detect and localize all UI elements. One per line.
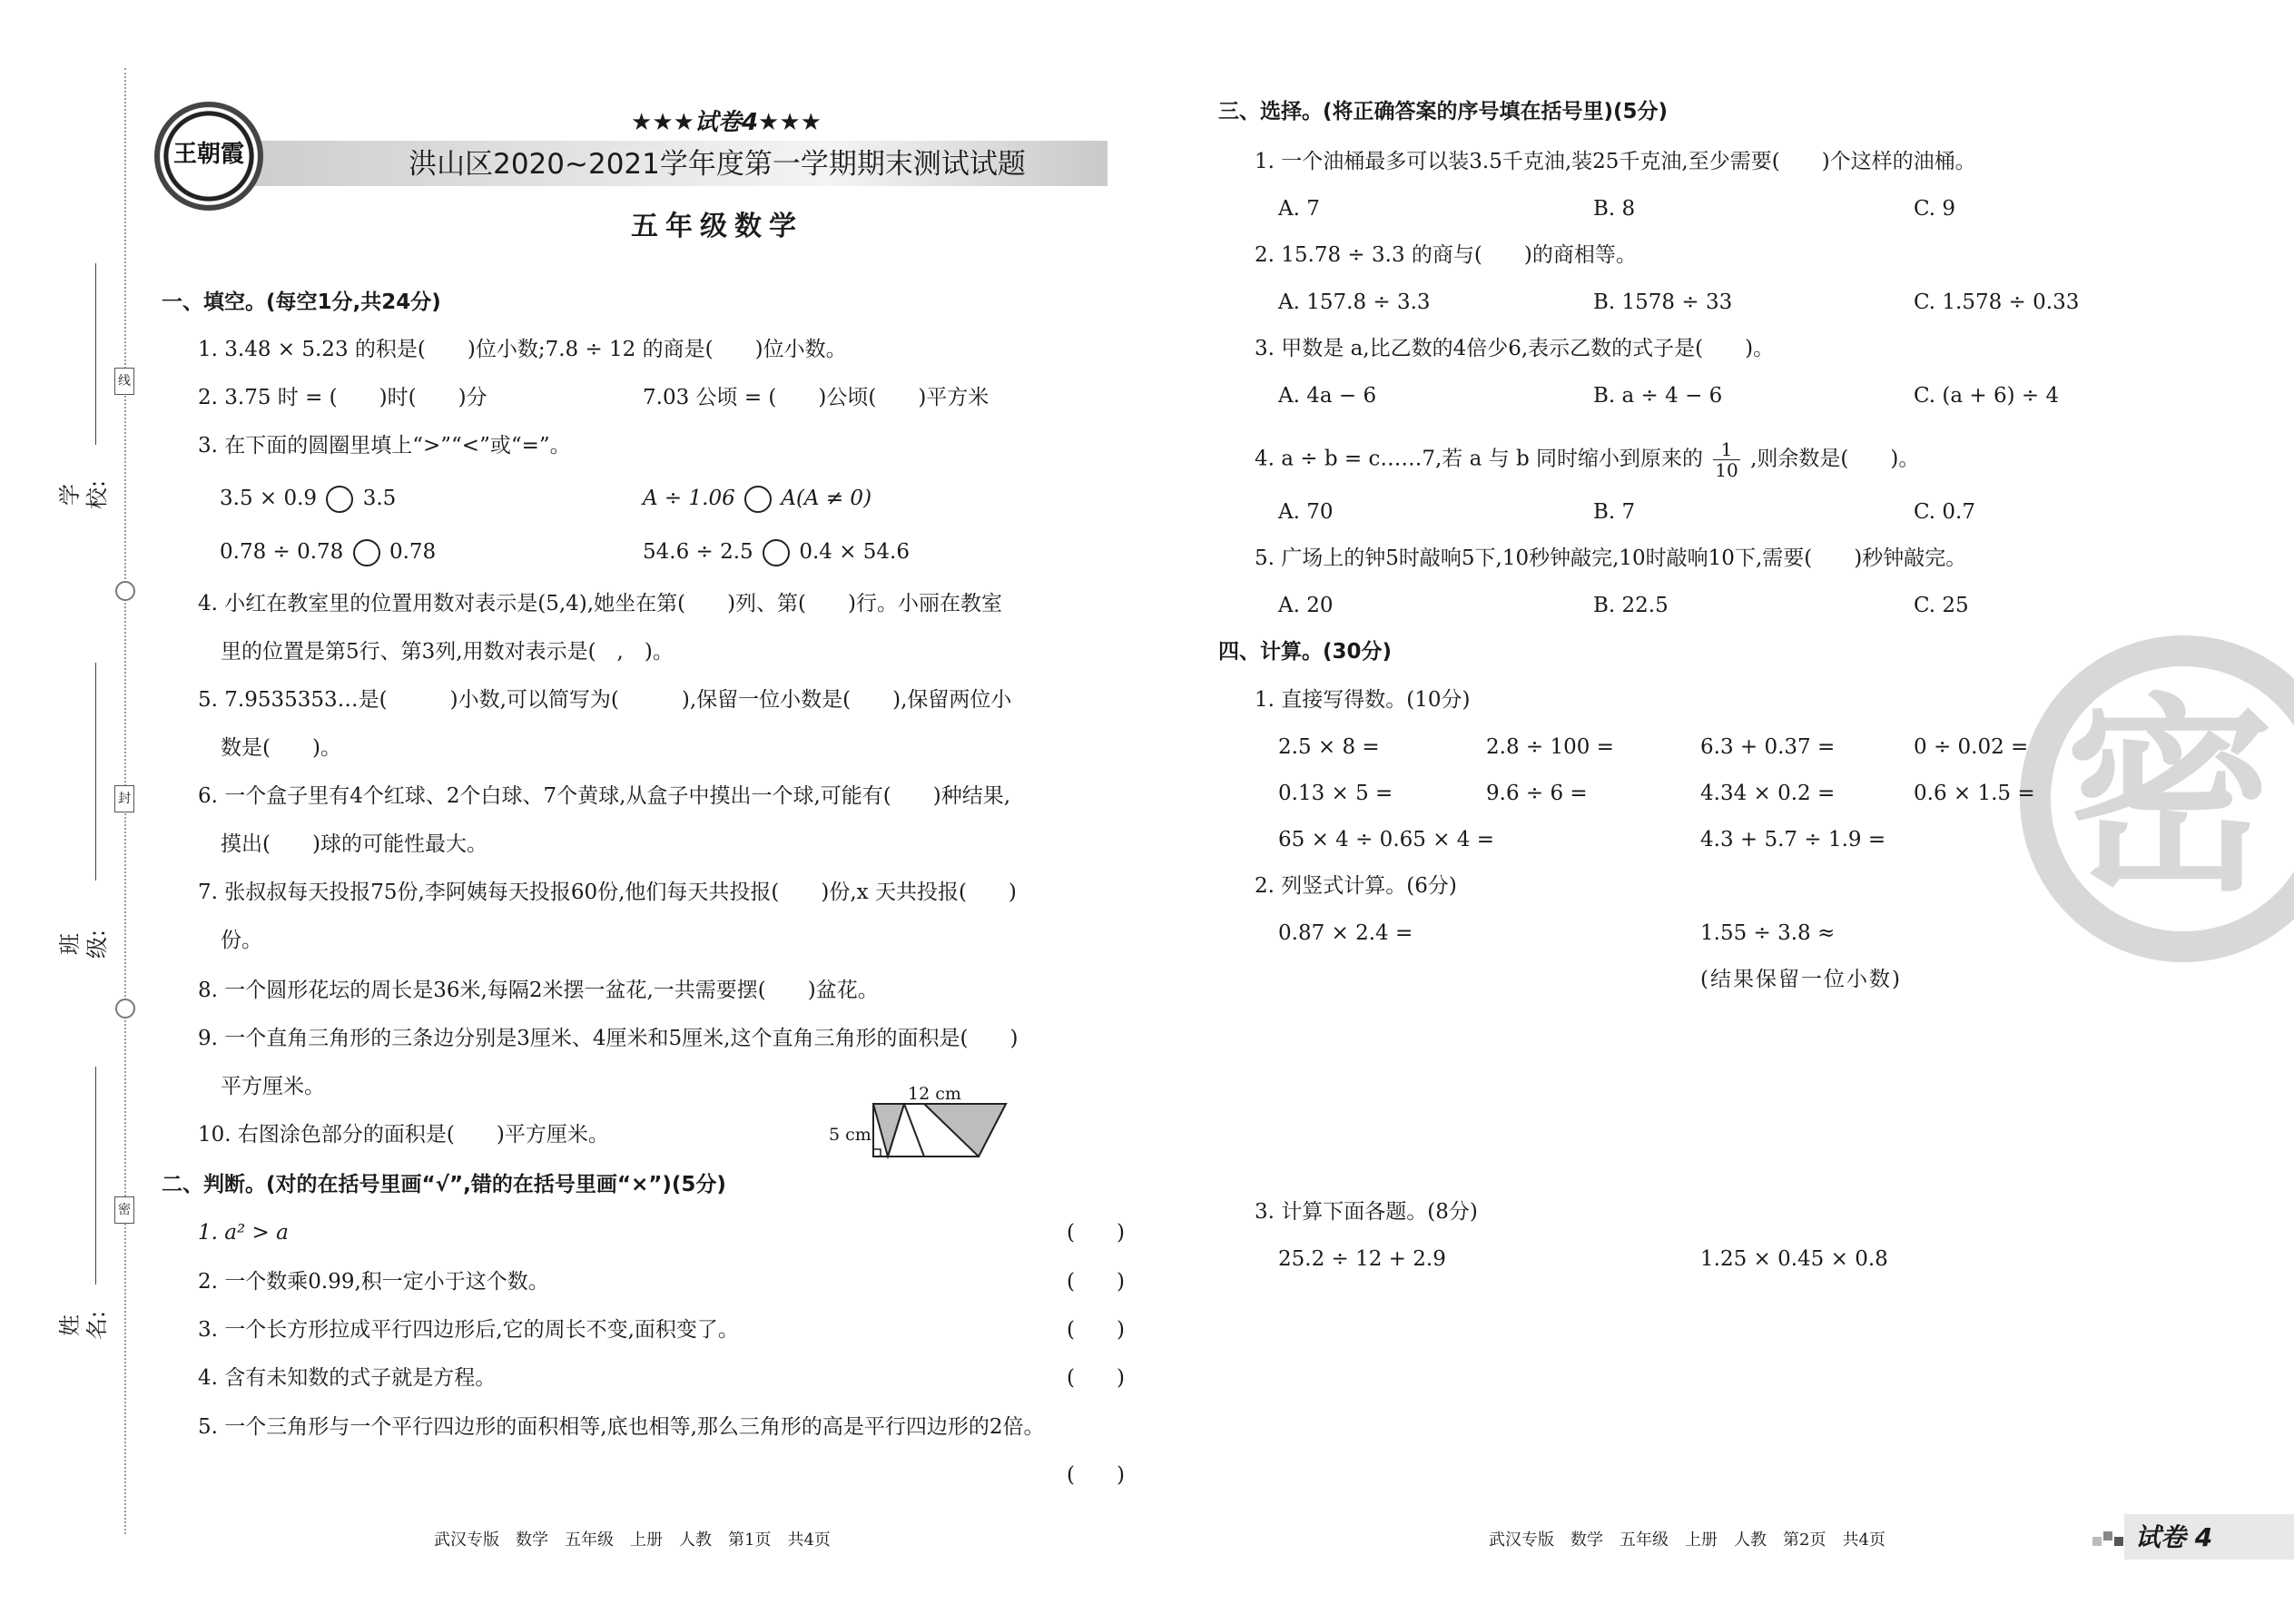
judge-answer-bracket-4[interactable]: ( ) <box>1067 1366 1125 1390</box>
school-label: 学校: <box>57 479 110 510</box>
compare-d-left: 54.6 ÷ 2.5 <box>643 540 753 564</box>
compare-d <box>643 538 910 566</box>
calc-part2-heading: 2. 列竖式计算。(6分) <box>1255 874 1457 898</box>
footer-tab-label: 试卷 4 <box>2135 1522 2213 1552</box>
judge-q3: 3. 一个长方形拉成平行四边形后,它的周长不变,面积变了。 <box>198 1318 739 1342</box>
fill-q7-line2: 份。 <box>221 929 262 952</box>
binding-hole-icon <box>115 999 135 1019</box>
brand-logo <box>154 102 263 211</box>
judge-answer-bracket-5[interactable]: ( ) <box>1067 1463 1125 1487</box>
calc-item: 0 ÷ 0.02 = <box>1914 735 2029 759</box>
calc-item: 6.3 + 0.37 = <box>1700 735 1836 759</box>
mixed-calc-item-2: 1.25 × 0.45 × 0.8 <box>1700 1247 1888 1271</box>
fill-q7-line1: 7. 张叔叔每天投报75份,李阿姨每天投报60份,他们每天共投报( )份,x 天共投报( ) <box>198 881 1017 904</box>
choice-q2: 2. 15.78 ÷ 3.3 的商与( )的商相等。 <box>1255 243 1637 267</box>
calc-part1-heading: 1. 直接写得数。(10分) <box>1255 688 1471 712</box>
choice-q2-option-c[interactable]: C. 1.578 ÷ 0.33 <box>1914 290 2080 314</box>
compare-d-right: 0.4 × 54.6 <box>799 540 910 564</box>
judge-q5: 5. 一个三角形与一个平行四边形的面积相等,底也相等,那么三角形的高是平行四边形的2倍。 <box>198 1415 1045 1439</box>
judge-answer-bracket-3[interactable]: ( ) <box>1067 1318 1125 1342</box>
compare-b-right: A(A ≠ 0) <box>781 487 872 510</box>
choice-q4-text: 4. a ÷ b = c……7,若 a 与 b 同时缩小到原来的 <box>1255 447 1703 471</box>
fill-q6-line1: 6. 一个盒子里有4个红球、2个白球、7个黄球,从盒子中摸出一个球,可能有( )种结果, <box>198 784 1011 808</box>
figure-top-label: 12 cm <box>908 1084 961 1104</box>
school-write-line <box>95 263 96 445</box>
fraction-numerator: 1 <box>1713 439 1739 460</box>
judge-q2: 2. 一个数乘0.99,积一定小于这个数。 <box>198 1270 549 1294</box>
choice-q4-tail: ,则余数是( )。 <box>1750 447 1920 471</box>
fill-q5-line1: 5. 7.9535353…是( )小数,可以简写为( ),保留一位小数是( ),保留两位小 <box>198 688 1012 712</box>
class-label: 班级: <box>57 929 110 960</box>
fill-q5-line2: 数是( )。 <box>221 736 341 760</box>
choice-q1: 1. 一个油桶最多可以装3.5千克油,装25千克油,至少需要( )个这样的油桶。 <box>1255 150 1976 173</box>
confidential-seal-char: 密 <box>2065 677 2275 920</box>
binding-box-mi: 密 <box>114 1196 134 1224</box>
choice-q1-option-b[interactable]: B. 8 <box>1593 197 1636 221</box>
judge-answer-bracket-1[interactable]: ( ) <box>1067 1221 1125 1245</box>
binding-hole-icon <box>115 581 135 601</box>
fill-q4-line2: 里的位置是第5行、第3列,用数对表示是( , )。 <box>221 640 674 664</box>
compare-b-left: A ÷ 1.06 <box>643 487 735 510</box>
name-label: 姓名: <box>57 1310 110 1341</box>
choice-q3-option-c[interactable]: C. (a + 6) ÷ 4 <box>1914 384 2060 408</box>
fill-q9-line1: 9. 一个直角三角形的三条边分别是3厘米、4厘米和5厘米,这个直角三角形的面积是( ) <box>198 1027 1019 1050</box>
fill-q8: 8. 一个圆形花坛的周长是36米,每隔2米摆一盆花,一共需要摆( )盆花。 <box>198 979 879 1002</box>
class-write-line <box>95 663 96 881</box>
calc-item: 2.5 × 8 = <box>1278 735 1380 759</box>
section1-heading: 一、填空。(每空1分,共24分) <box>162 290 441 314</box>
brand-logo-text: 王朝霞 <box>172 141 244 168</box>
choice-q2-option-b[interactable]: B. 1578 ÷ 33 <box>1593 290 1733 314</box>
compare-circle-c[interactable] <box>353 539 380 566</box>
choice-q1-option-c[interactable]: C. 9 <box>1914 197 1956 221</box>
binding-box-xian: 线 <box>114 368 134 395</box>
compare-circle-d[interactable] <box>763 539 790 566</box>
figure-side-label: 5 cm <box>829 1125 871 1145</box>
calc-item: 2.8 ÷ 100 = <box>1486 735 1614 759</box>
calc-item: 0.13 × 5 = <box>1278 782 1393 805</box>
compare-circle-b[interactable] <box>744 486 772 513</box>
subject-title: 五年级数学 <box>631 211 803 242</box>
section4-heading: 四、计算。(30分) <box>1218 640 1393 664</box>
fraction <box>1713 439 1739 480</box>
fill-q6-line2: 摸出( )球的可能性最大。 <box>221 832 487 856</box>
choice-q5-option-c[interactable]: C. 25 <box>1914 594 1969 617</box>
mixed-calc-item-1: 25.2 ÷ 12 + 2.9 <box>1278 1247 1446 1271</box>
judge-q4: 4. 含有未知数的式子就是方程。 <box>198 1366 497 1390</box>
fill-q3: 3. 在下面的圆圈里填上“>”“<”或“=”。 <box>198 434 571 458</box>
footer-left: 武汉专版 数学 五年级 上册 人教 第1页 共4页 <box>434 1530 831 1550</box>
choice-q5-option-b[interactable]: B. 22.5 <box>1593 594 1669 617</box>
choice-q4 <box>1255 439 1919 480</box>
calc-item: 9.6 ÷ 6 = <box>1486 782 1588 805</box>
choice-q4-option-a[interactable]: A. 70 <box>1278 500 1334 524</box>
fill-q2b: 7.03 公顷 = ( )公顷( )平方米 <box>643 386 989 409</box>
rounding-note: (结果保留一位小数) <box>1700 968 1902 991</box>
calc-item: 65 × 4 ÷ 0.65 × 4 = <box>1278 828 1495 851</box>
choice-q2-option-a[interactable]: A. 157.8 ÷ 3.3 <box>1278 290 1431 314</box>
compare-c-right: 0.78 <box>389 540 437 564</box>
tab-squares-icon <box>2092 1528 2125 1548</box>
compare-a-right: 3.5 <box>362 487 397 510</box>
compare-a-left: 3.5 × 0.9 <box>220 487 318 510</box>
fill-q9-line2: 平方厘米。 <box>221 1075 325 1098</box>
compare-a <box>220 485 396 513</box>
binding-box-feng: 封 <box>114 785 134 812</box>
judge-answer-bracket-2[interactable]: ( ) <box>1067 1270 1125 1294</box>
choice-q3-option-a[interactable]: A. 4a − 6 <box>1278 384 1377 408</box>
choice-q4-option-b[interactable]: B. 7 <box>1593 500 1636 524</box>
fill-q1: 1. 3.48 × 5.23 的积是( )位小数;7.8 ÷ 12 的商是( )位小数。 <box>198 338 847 361</box>
choice-q5: 5. 广场上的钟5时敲响5下,10秒钟敲完,10时敲响10下,需要( )秒钟敲完。 <box>1255 546 1967 570</box>
choice-q3-option-b[interactable]: B. a ÷ 4 − 6 <box>1593 384 1723 408</box>
footer-right: 武汉专版 数学 五年级 上册 人教 第2页 共4页 <box>1489 1530 1885 1550</box>
series-label: ★★★试卷4★★★ <box>631 109 822 136</box>
fraction-denominator: 10 <box>1715 459 1738 481</box>
calc-part3-heading: 3. 计算下面各题。(8分) <box>1255 1200 1478 1224</box>
vertical-calc-item-1: 0.87 × 2.4 = <box>1278 921 1413 945</box>
exam-title: 洪山区2020~2021学年度第一学期期末测试试题 <box>409 148 1026 181</box>
choice-q5-option-a[interactable]: A. 20 <box>1278 594 1334 617</box>
choice-q4-option-c[interactable]: C. 0.7 <box>1914 500 1975 524</box>
judge-q1: 1. a² > a <box>198 1221 289 1245</box>
choice-q1-option-a[interactable]: A. 7 <box>1278 197 1320 221</box>
compare-c-left: 0.78 ÷ 0.78 <box>220 540 344 564</box>
section3-heading: 三、选择。(将正确答案的序号填在括号里)(5分) <box>1218 100 1669 123</box>
calc-item: 4.3 + 5.7 ÷ 1.9 = <box>1700 828 1886 851</box>
compare-circle-a[interactable] <box>326 486 353 513</box>
choice-q3: 3. 甲数是 a,比乙数的4倍少6,表示乙数的式子是( )。 <box>1255 337 1775 360</box>
compare-b <box>643 485 871 513</box>
compare-c <box>220 538 436 566</box>
fill-q4-line1: 4. 小红在教室里的位置用数对表示是(5,4),她坐在第( )列、第( )行。小丽在教室 <box>198 592 1002 615</box>
fill-q10: 10. 右图涂色部分的面积是( )平方厘米。 <box>198 1123 609 1147</box>
fill-q2a: 2. 3.75 时 = ( )时( )分 <box>198 386 487 409</box>
name-write-line <box>95 1067 96 1284</box>
vertical-calc-item-2: 1.55 ÷ 3.8 ≈ <box>1700 921 1836 945</box>
calc-item: 4.34 × 0.2 = <box>1700 782 1836 805</box>
calc-item: 0.6 × 1.5 = <box>1914 782 2035 805</box>
section2-heading: 二、判断。(对的在括号里画“√”,错的在括号里画“×”)(5分) <box>162 1173 726 1196</box>
shaded-trapezoid-figure <box>870 1100 1015 1160</box>
